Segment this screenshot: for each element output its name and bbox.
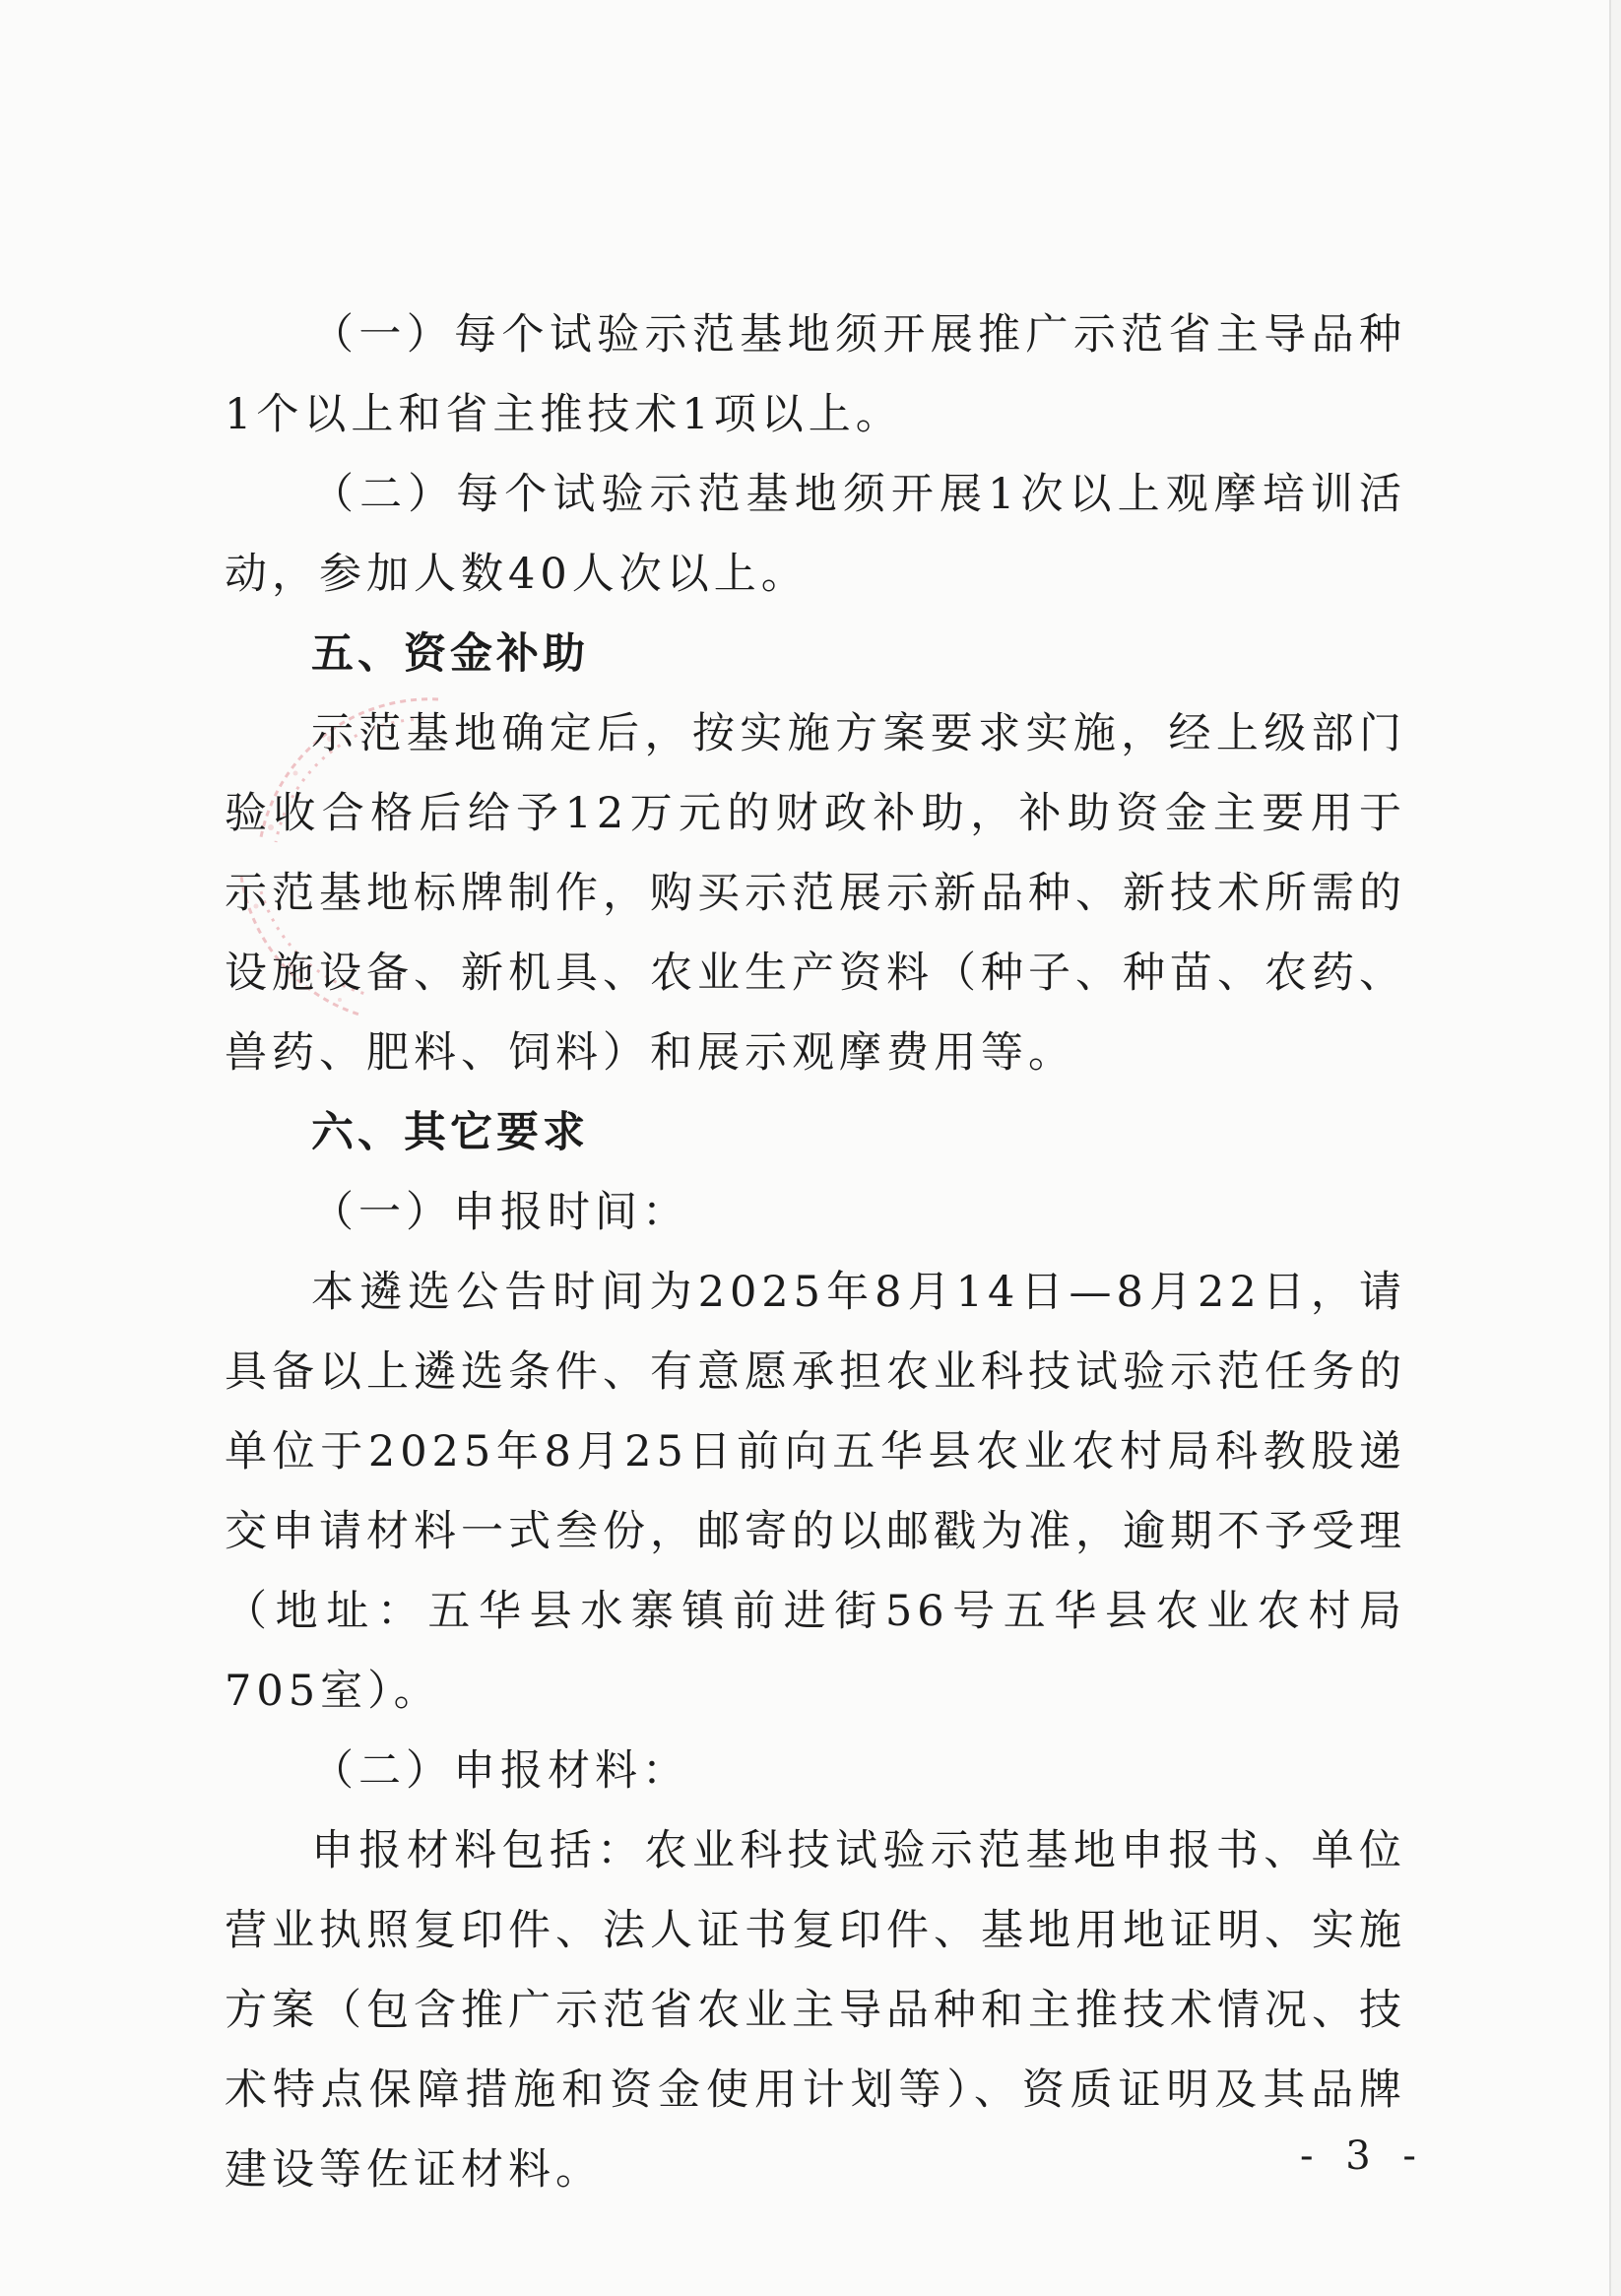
page-number: - 3 -: [1300, 2133, 1426, 2179]
document-body: [225, 295, 1406, 2210]
section-heading-funding: 五、资金补助: [311, 629, 589, 679]
paragraph-requirement-1: （一）每个试验示范基地须开展推广示范省主导品种1个以上和省主推技术1项以上。: [225, 310, 1406, 439]
paragraph-application-materials: 申报材料包括：农业科技试验示范基地申报书、单位营业执照复印件、法人证书复印件、基地用地证明、实施方案（包含推广示范省农业主导品种和主推技术情况、技术特点保障措施和资金使用计划等）、资质证明及其品牌建设等佐证材料。: [225, 1826, 1406, 2195]
paragraph-requirement-2: （二）每个试验示范基地须开展1次以上观摩培训活动，参加人数40人次以上。: [225, 470, 1406, 599]
subheading-application-materials: （二）申报材料：: [311, 1746, 689, 1796]
paragraph-application-time: 本遴选公告时间为2025年8月14日—8月22日，请具备以上遴选条件、有意愿承担农业科技试验示范任务的单位于2025年8月25日前向五华县农业农村局科教股递交申请材料一式叁份，邮寄的以邮戳为准，逾期不予受理（地址：五华县水寨镇前进街56号五华县农业农村局705室）。: [225, 1268, 1406, 1716]
section-heading-other: 六、其它要求: [311, 1108, 589, 1157]
subheading-application-time: （一）申报时间：: [311, 1188, 689, 1237]
paragraph-funding: 示范基地确定后，按实施方案要求实施，经上级部门验收合格后给予12万元的财政补助，补助资金主要用于示范基地标牌制作，购买示范展示新品种、新技术所需的设施设备、新机具、农业生产资料（种子、种苗、农药、兽药、肥料、饲料）和展示观摩费用等。: [225, 709, 1406, 1078]
page-edge: [1609, 0, 1621, 2296]
